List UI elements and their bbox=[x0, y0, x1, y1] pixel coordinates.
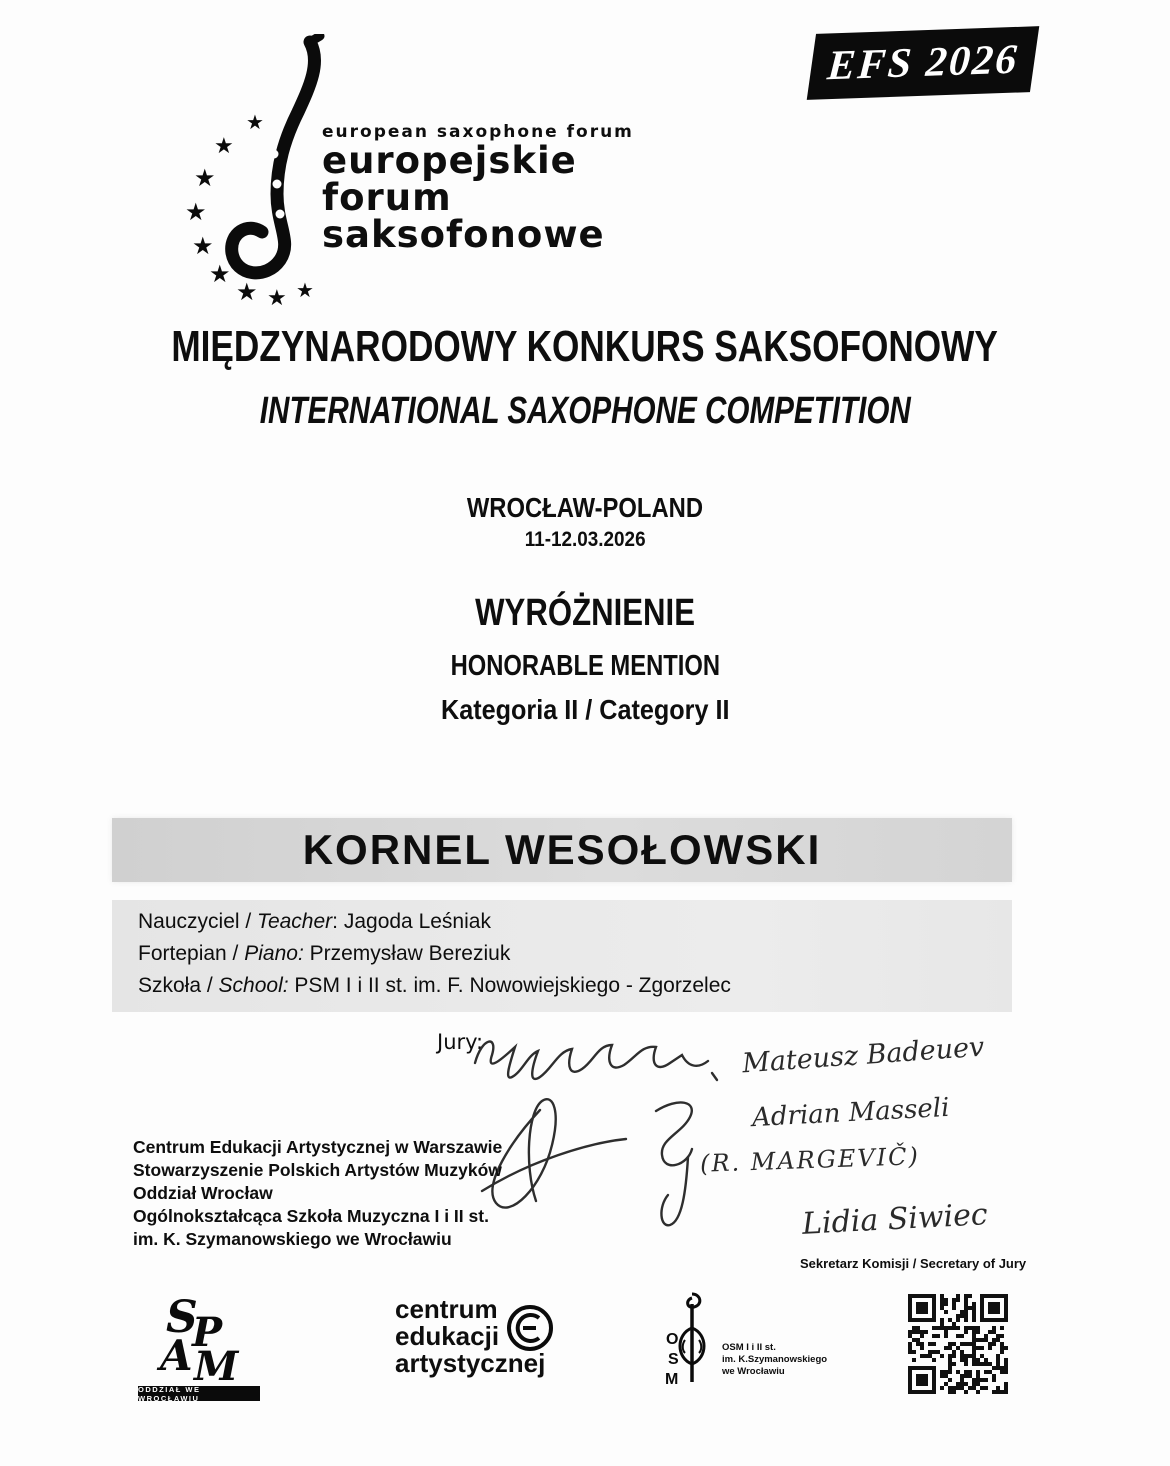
star-icon: ★ bbox=[209, 260, 231, 288]
efs-badge-text: EFS 2026 bbox=[825, 36, 1021, 90]
recipient-name-band bbox=[112, 818, 1012, 882]
star-icon: ★ bbox=[236, 278, 258, 306]
logo-wordmark bbox=[322, 122, 634, 256]
recipient-name: KORNEL WESOŁOWSKI bbox=[302, 826, 822, 873]
jury-signature-2: Adrian Masseli bbox=[751, 1092, 951, 1134]
school-logo bbox=[660, 1286, 720, 1406]
secretary-label: Sekretarz Komisji / Secretary of Jury bbox=[800, 1256, 1027, 1271]
spam-logo bbox=[142, 1294, 257, 1382]
award-title-pl: WYRÓŻNIENIE bbox=[475, 592, 695, 634]
secretary-signature: Lidia Siwiec bbox=[801, 1197, 989, 1242]
org-line: Ogólnokształcąca Szkoła Muzyczna I i II st. bbox=[133, 1206, 489, 1226]
cea-emblem bbox=[505, 1303, 555, 1353]
organizations-block bbox=[133, 1136, 502, 1251]
star-icon: ★ bbox=[194, 164, 216, 192]
org-line: Stowarzyszenie Polskich Artystów Muzyków bbox=[133, 1160, 502, 1180]
details-band bbox=[112, 900, 1012, 1012]
award-title-en: HONORABLE MENTION bbox=[450, 650, 720, 682]
dates-heading: 11-12.03.2026 bbox=[524, 528, 646, 551]
jury-signature-3: (R. MARGEVIČ) bbox=[699, 1142, 921, 1178]
efs-badge bbox=[807, 26, 1040, 100]
competition-title-pl: MIĘDZYNARODOWY KONKURS SAKSOFONOWY bbox=[171, 322, 999, 371]
svg-text:S: S bbox=[668, 1351, 679, 1368]
star-icon: ★ bbox=[185, 198, 207, 226]
detail-piano: Fortepian / Piano: Przemysław Bereziuk bbox=[138, 942, 511, 965]
jury-label: Jury: bbox=[437, 1030, 484, 1054]
org-line: Centrum Edukacji Artystycznej w Warszawie bbox=[133, 1137, 503, 1157]
detail-school: Szkoła / School: PSM I i II st. im. F. Nowowiejskiego - Zgorzelec bbox=[138, 974, 731, 997]
svg-text:A: A bbox=[160, 1331, 193, 1380]
star-icon: ★ bbox=[296, 278, 314, 302]
award-category: Kategoria II / Category II bbox=[440, 694, 730, 725]
svg-text:S: S bbox=[166, 1294, 198, 1343]
spam-caption-bar: ODDZIAŁ WE WROCŁAWIU bbox=[138, 1386, 260, 1401]
logo-tagline: european saxophone forum bbox=[322, 122, 634, 142]
svg-text:O: O bbox=[666, 1331, 679, 1348]
star-icon: ★ bbox=[192, 232, 214, 260]
cea-wordmark: centrum edukacji artystycznej bbox=[395, 1294, 546, 1378]
svg-text:M: M bbox=[194, 1343, 239, 1382]
org-line: Oddział Wrocław bbox=[133, 1183, 273, 1203]
jury-signature-1: Mateusz Badeuev bbox=[741, 1031, 986, 1080]
star-icon: ★ bbox=[267, 286, 287, 311]
org-line: im. K. Szymanowskiego we Wrocławiu bbox=[133, 1229, 452, 1249]
star-icon: ★ bbox=[246, 110, 264, 134]
detail-teacher: Nauczyciel / Teacher: Jagoda Leśniak bbox=[138, 910, 491, 933]
school-caption: OSM I i II st. im. K.Szymanowskiego we Wrocławiu bbox=[722, 1342, 828, 1377]
competition-title-en: INTERNATIONAL SAXOPHONE COMPETITION bbox=[259, 390, 911, 432]
svg-text:P: P bbox=[192, 1309, 223, 1356]
location-heading: WROCŁAW-POLAND bbox=[466, 492, 704, 523]
logo-line-2: forum bbox=[322, 176, 452, 219]
saxophone-icon bbox=[222, 34, 334, 286]
logo-line-3: saksofonowe bbox=[322, 213, 605, 256]
star-icon: ★ bbox=[214, 134, 234, 159]
svg-text:M: M bbox=[665, 1371, 679, 1388]
qr-code bbox=[908, 1294, 1008, 1394]
logo-line-1: europejskie bbox=[322, 139, 577, 182]
